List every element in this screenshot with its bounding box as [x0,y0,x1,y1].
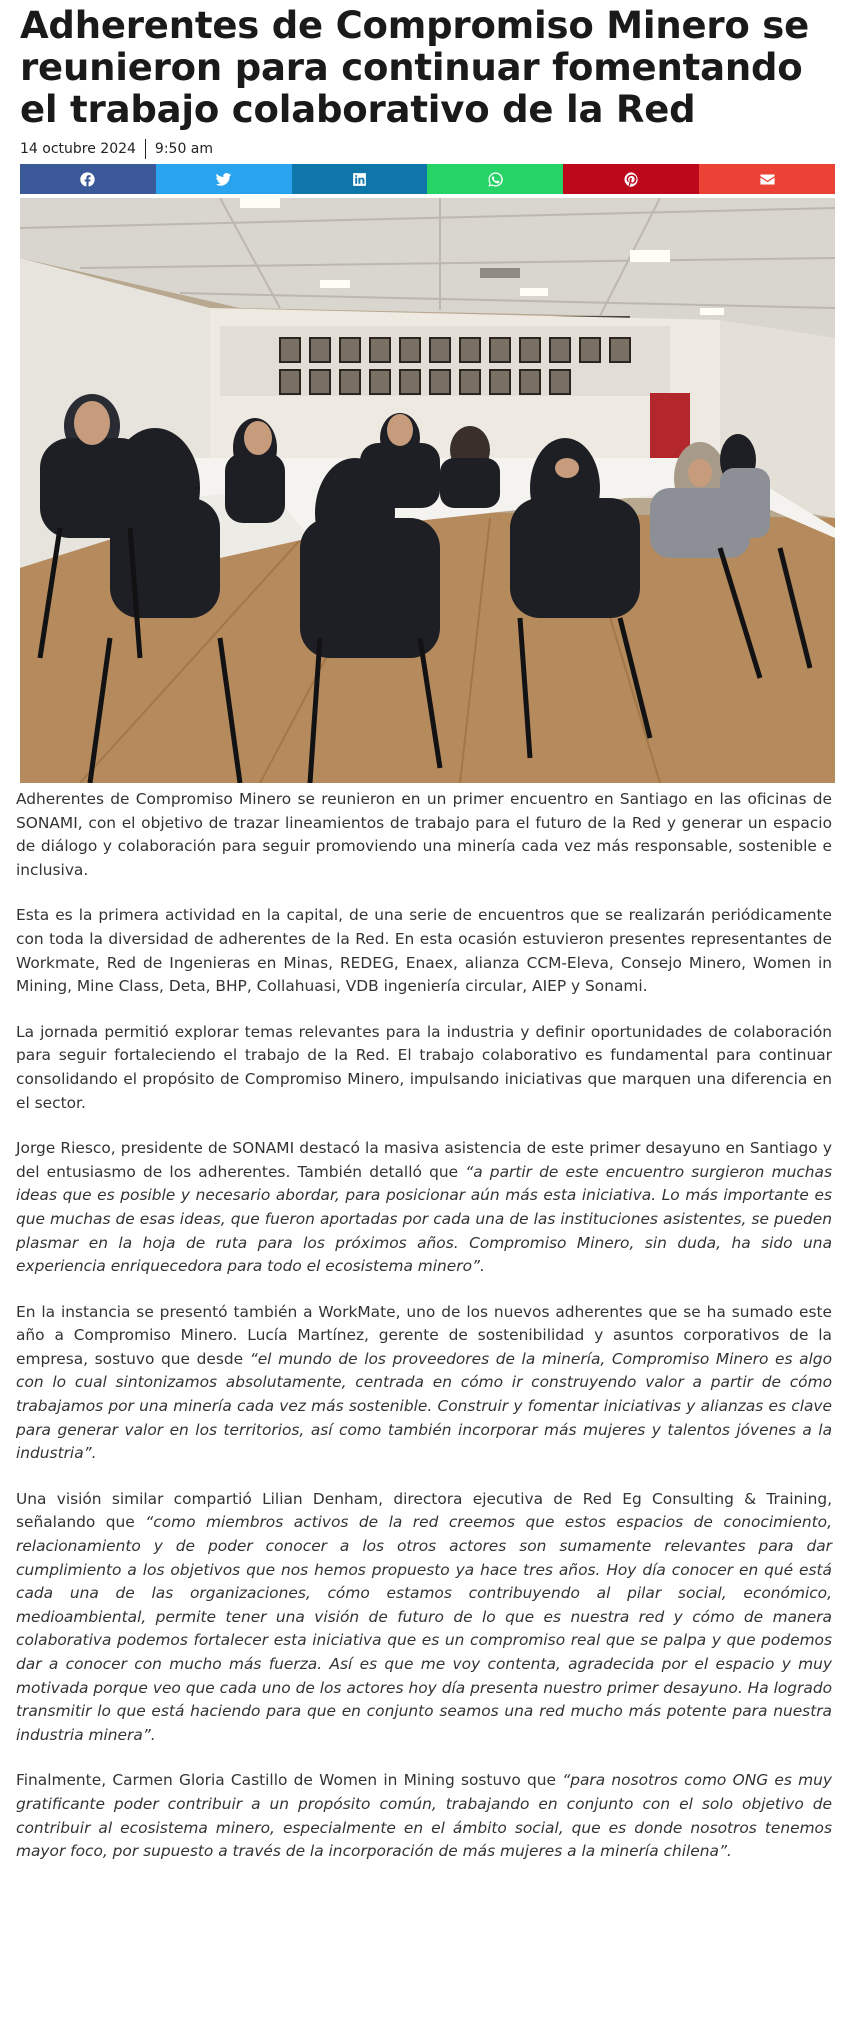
meeting-room-photo [20,198,835,783]
article-photo [20,198,835,783]
meta-divider [145,139,146,159]
twitter-icon [215,171,232,188]
share-facebook-button[interactable] [20,164,156,194]
share-linkedin-button[interactable] [292,164,428,194]
paragraph-1 [16,788,832,882]
paragraph-3 [16,1021,832,1115]
paragraph-5-lead: En la instancia se presentó también a WorkMate, uno de los nuevos adherentes que se ha sumado este año a Compromiso Minero. Lucía Martínez, gerente de sostenibilidad y asuntos corporativos de la empresa, sostuvo que desde [16,1302,832,1368]
share-email-button[interactable] [699,164,835,194]
article-time: 9:50 am [154,141,214,157]
paragraph-3-text: La jornada permitió explorar temas relevantes para la industria y definir oportunidades de colaboración para seguir fortaleciendo el trabajo de la Red. El trabajo colaborativo es fundamental para continuar consolidando el propósito de Compromiso Minero, impulsando iniciativas que marquen una diferencia en el sector. [16,1022,832,1112]
whatsapp-icon [487,171,504,188]
paragraph-4-lead: Jorge Riesco, presidente de SONAMI destacó la masiva asistencia de este primer desayuno en Santiago y del entusiasmo de los adherentes. También detalló que [16,1139,832,1181]
article-title: Adherentes de Compromiso Minero se reunieron para continuar fomentando el trabajo colaborativo de la Red [20,4,810,131]
share-bar [20,164,835,194]
share-twitter-button[interactable] [156,164,292,194]
paragraph-7-quote: “para nosotros como ONG es muy gratificante poder contribuir a un propósito común, trabajando en conjunto con el solo objetivo de contribuir al ecosistema minero, especialmente en el ámbito social, que es donde nosotros tenemos mayor foco, por supuesto a través de la incorporación de más mujeres a la minería chilena”. [16,1771,832,1861]
pinterest-icon [623,171,640,188]
paragraph-6-lead: Una visión similar compartió Lilian Denham, directora ejecutiva de Red Eg Consulting & Training, señalando que [16,1489,832,1532]
paragraph-1-text: Adherentes de Compromiso Minero se reunieron en un primer encuentro en Santiago en las oficinas de SONAMI, con el objetivo de trazar lineamientos de trabajo para el futuro de la Red y generar un espacio de diálogo y colaboración para seguir promoviendo una minería cada vez más responsable, sostenible e inclusiva. [16,790,832,879]
article-meta [20,138,213,160]
linkedin-icon [351,171,368,188]
paragraph-5 [16,1301,832,1466]
facebook-icon [79,171,96,188]
paragraph-7-lead: Finalmente, Carmen Gloria Castillo de Women in Mining sostuvo que [16,1771,563,1790]
paragraph-2-text: Esta es la primera actividad en la capital, de una serie de encuentros que se realizarán periódicamente con toda la diversidad de adherentes de la Red. En esta ocasión estuvieron presentes representantes de Workmate, Red de Ingenieras en Minas, REDEG, Enaex, alianza CCM-Eleva, Consejo Minero, Women in Mining, Mine Class, Deta, BHP, Collahuasi, VDB ingeniería circular, AIEP y Sonami. [16,906,832,996]
paragraph-7 [16,1769,832,1863]
paragraph-2 [16,904,832,998]
paragraph-4-quote: “a partir de este encuentro surgieron muchas ideas que es posible y necesario abordar, para posicionar aún más esta iniciativa. Lo más importante es que muchas de esas ideas, que fueron aportadas por cada una de las instituciones asistentes, se pueden plasmar en la hoja de ruta para los próximos años. Compromiso Minero, sin duda, ha sido una experiencia enriquecedora para todo el ecosistema minero”. [16,1162,833,1276]
share-pinterest-button[interactable] [563,164,699,194]
article-date: 14 octubre 2024 [20,141,136,157]
article-body [16,788,832,1886]
paragraph-6-quote: “como miembros activos de la red creemos que estos espacios de conocimiento, relacionamiento y de poder conocer a los otros actores son sumamente relevantes para dar cumplimiento a los objetivos que nos hemos propuesto ya hace tres años. Hoy día conocer en qué está cada una de las organizaciones, cómo estamos contribuyendo al pilar social, económico, medioambiental, permite tener una visión de futuro de lo que es nuestra red y cómo de manera colaborativa podemos fortalecer esta iniciativa que es un compromiso real que se palpa y que podemos dar a conocer con mucho más fuerza. Así es que me voy contenta, agradecida por el espacio y muy motivada porque veo que cada uno de los actores hoy día presenta nuestro primer desayuno. Ha logrado transmitir lo que está haciendo para que en conjunto seamos una red mucho más potente para nuestra industria minera”. [16,1513,832,1744]
share-whatsapp-button[interactable] [427,164,563,194]
paragraph-5-quote: “el mundo de los proveedores de la minería, Compromiso Minero es algo con lo cual sintonizamos absolutamente, centrada en cómo ir construyendo valor a partir de cómo trabajamos por una minería cada vez más sostenible. Construir y fomentar iniciativas y alianzas es clave para generar valor en los territorios, así como también incorporar más mujeres y talentos jóvenes a la industria”. [16,1349,832,1463]
email-icon [759,171,776,188]
paragraph-6 [16,1488,832,1748]
paragraph-4 [16,1137,832,1279]
